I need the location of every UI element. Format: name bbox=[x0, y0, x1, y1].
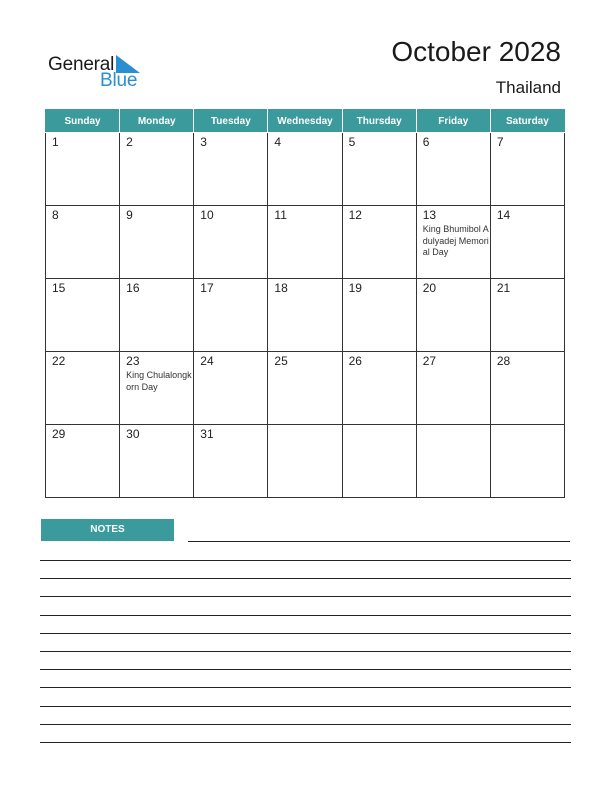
day-cell bbox=[416, 425, 490, 498]
day-cell bbox=[120, 425, 194, 498]
calendar-grid bbox=[45, 109, 565, 498]
day-cell bbox=[46, 206, 120, 279]
day-number: 23 bbox=[126, 354, 140, 368]
holiday-label: King Bhumibol Adulyadej Memorial Day bbox=[422, 224, 489, 257]
country-name: Thailand bbox=[495, 78, 561, 97]
day-cell bbox=[342, 352, 416, 425]
day-number: 13 bbox=[422, 208, 437, 222]
day-cell bbox=[416, 133, 490, 206]
weekday-header-monday: Monday bbox=[120, 110, 194, 133]
weekday-header-saturday: Saturday bbox=[490, 110, 564, 133]
day-cell bbox=[416, 206, 490, 279]
day-number: 9 bbox=[126, 208, 133, 222]
day-cell bbox=[46, 133, 120, 206]
day-cell bbox=[268, 133, 342, 206]
calendar-week-row bbox=[46, 352, 565, 425]
day-cell bbox=[268, 279, 342, 352]
day-number: 14 bbox=[496, 208, 511, 222]
calendar-week-row bbox=[46, 133, 565, 206]
day-cell bbox=[416, 279, 490, 352]
day-cell bbox=[490, 133, 564, 206]
day-number: 16 bbox=[126, 281, 140, 295]
day-number: 10 bbox=[200, 208, 214, 222]
day-number: 30 bbox=[126, 427, 140, 441]
day-number: 12 bbox=[348, 208, 362, 222]
day-number: 15 bbox=[52, 281, 66, 295]
day-number: 5 bbox=[348, 135, 356, 149]
notes-line bbox=[40, 669, 571, 670]
day-number: 18 bbox=[274, 281, 288, 295]
day-cell bbox=[194, 279, 268, 352]
day-cell bbox=[490, 352, 564, 425]
day-cell bbox=[490, 425, 564, 498]
calendar-body bbox=[46, 133, 565, 498]
day-number: 6 bbox=[422, 135, 430, 149]
day-cell bbox=[120, 352, 194, 425]
weekday-header-sunday: Sunday bbox=[46, 110, 120, 133]
day-number: 27 bbox=[422, 354, 437, 368]
logo-text-blue: Blue bbox=[100, 70, 138, 91]
calendar-week-row bbox=[46, 425, 565, 498]
day-cell bbox=[194, 206, 268, 279]
calendar-week-row bbox=[46, 206, 565, 279]
day-number: 4 bbox=[274, 135, 282, 149]
notes-line bbox=[40, 742, 571, 743]
weekday-header-wednesday: Wednesday bbox=[268, 110, 342, 133]
notes-line bbox=[188, 541, 570, 542]
day-number: 20 bbox=[422, 281, 437, 295]
day-cell bbox=[342, 133, 416, 206]
day-number: 1 bbox=[52, 135, 59, 149]
day-cell bbox=[46, 279, 120, 352]
notes-line bbox=[40, 687, 571, 688]
day-number: 26 bbox=[348, 354, 362, 368]
notes-line bbox=[40, 560, 571, 561]
day-number: 21 bbox=[496, 281, 511, 295]
day-cell bbox=[268, 352, 342, 425]
day-number: 28 bbox=[496, 354, 511, 368]
day-number: 2 bbox=[126, 135, 133, 149]
day-number: 22 bbox=[52, 354, 66, 368]
day-number: 8 bbox=[52, 208, 59, 222]
day-number: 24 bbox=[200, 354, 214, 368]
notes-line bbox=[40, 596, 571, 597]
day-cell bbox=[490, 279, 564, 352]
notes-line bbox=[40, 578, 571, 579]
day-cell bbox=[120, 206, 194, 279]
notes-line bbox=[40, 633, 571, 634]
generalblue-logo bbox=[48, 52, 148, 92]
day-cell bbox=[342, 279, 416, 352]
day-cell bbox=[194, 133, 268, 206]
day-cell bbox=[342, 206, 416, 279]
notes-line bbox=[40, 724, 571, 725]
day-cell bbox=[194, 352, 268, 425]
day-cell bbox=[120, 133, 194, 206]
holiday-label: King Chulalongkorn Day bbox=[126, 370, 192, 392]
notes-header: NOTES bbox=[41, 519, 174, 541]
day-cell bbox=[268, 206, 342, 279]
day-cell bbox=[120, 279, 194, 352]
day-number: 29 bbox=[52, 427, 66, 441]
day-number: 11 bbox=[274, 208, 287, 222]
day-number: 25 bbox=[274, 354, 288, 368]
day-cell bbox=[194, 425, 268, 498]
page-title: October 2028 bbox=[391, 36, 561, 67]
weekday-header-row bbox=[46, 110, 565, 133]
day-number: 7 bbox=[496, 135, 504, 149]
logo-text-general: General bbox=[48, 54, 115, 75]
calendar-week-row bbox=[46, 279, 565, 352]
notes-line bbox=[40, 615, 571, 616]
day-cell bbox=[416, 352, 490, 425]
weekday-header-friday: Friday bbox=[416, 110, 490, 133]
day-number: 31 bbox=[200, 427, 214, 441]
day-number: 17 bbox=[200, 281, 214, 295]
day-cell bbox=[342, 425, 416, 498]
day-cell bbox=[268, 425, 342, 498]
weekday-header-tuesday: Tuesday bbox=[194, 110, 268, 133]
notes-line bbox=[40, 651, 571, 652]
day-number: 19 bbox=[348, 281, 362, 295]
weekday-header-thursday: Thursday bbox=[342, 110, 416, 133]
day-cell bbox=[46, 352, 120, 425]
day-number: 3 bbox=[200, 135, 207, 149]
notes-line bbox=[40, 706, 571, 707]
day-cell bbox=[46, 425, 120, 498]
day-cell bbox=[490, 206, 564, 279]
